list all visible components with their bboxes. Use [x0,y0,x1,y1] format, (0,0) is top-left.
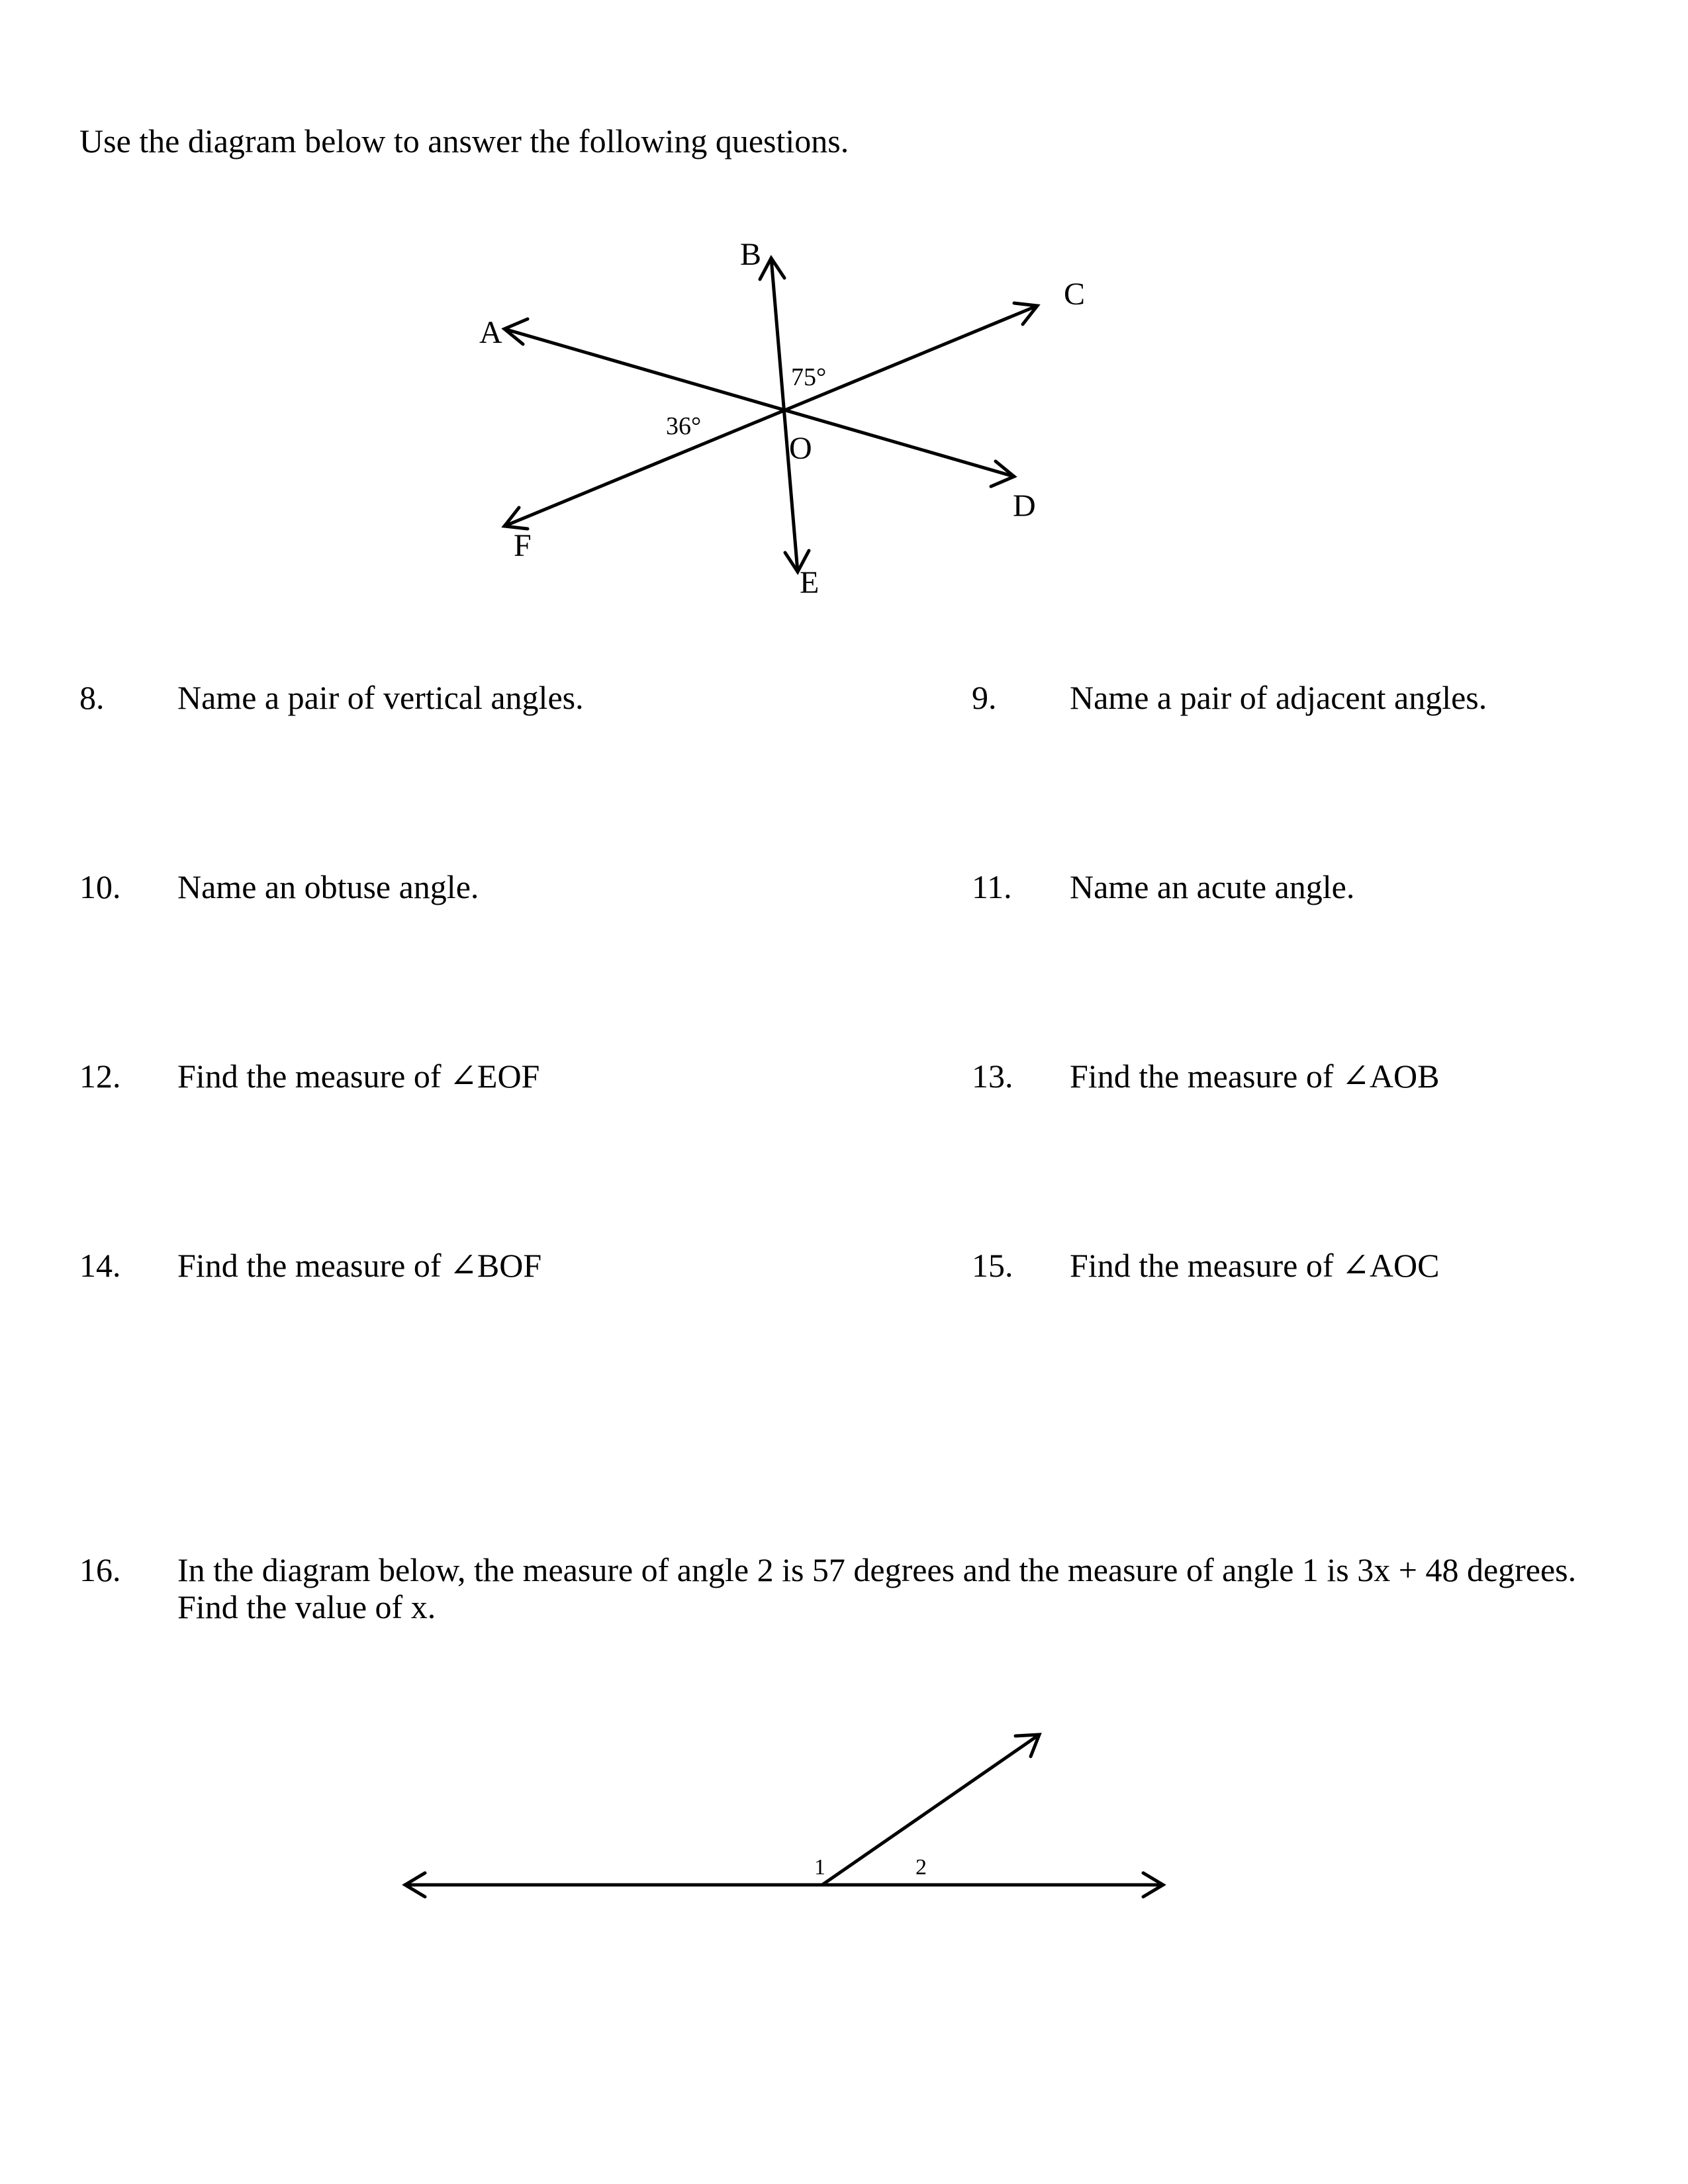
instructions: Use the diagram below to answer the following questions. [79,122,849,159]
question-9-text: Name a pair of adjacent angles. [1070,679,1487,716]
question-11-number: 11. [972,868,1012,905]
angle-36-label: 36° [666,412,702,440]
label-a: A [479,315,502,350]
question-8-number: 8. [79,679,105,716]
question-13-number: 13. [972,1058,1013,1095]
question-16-number: 16. [79,1551,121,1588]
label-c: C [1064,277,1086,312]
question-10-text: Name an obtuse angle. [177,868,479,905]
label-d: D [1013,488,1036,523]
angle-1-label: 1 [814,1855,825,1880]
label-o: O [789,431,812,466]
question-9-number: 9. [972,679,997,716]
question-14-text: Find the measure of ∠BOF [177,1247,542,1284]
question-13-text: Find the measure of ∠AOB [1070,1058,1440,1095]
question-14-number: 14. [79,1247,121,1284]
ray-line [822,1735,1039,1885]
label-f: F [514,528,532,563]
question-10-number: 10. [79,868,121,905]
angle-2-label: 2 [915,1855,927,1880]
question-12-number: 12. [79,1058,121,1095]
angle-75-label: 75° [791,363,827,391]
question-11-text: Name an acute angle. [1070,868,1355,905]
question-15-text: Find the measure of ∠AOC [1070,1247,1440,1284]
question-8-text: Name a pair of vertical angles. [177,679,584,716]
question-12-text: Find the measure of ∠EOF [177,1058,540,1095]
question-16-line1: In the diagram below, the measure of angle 2 is 57 degrees and the measure of angle 1 is 3x + 48 degrees. [177,1551,1577,1588]
label-e: E [800,565,820,600]
label-b: B [740,237,762,272]
question-16-line2: Find the value of x. [177,1588,436,1625]
question-15-number: 15. [972,1247,1013,1284]
